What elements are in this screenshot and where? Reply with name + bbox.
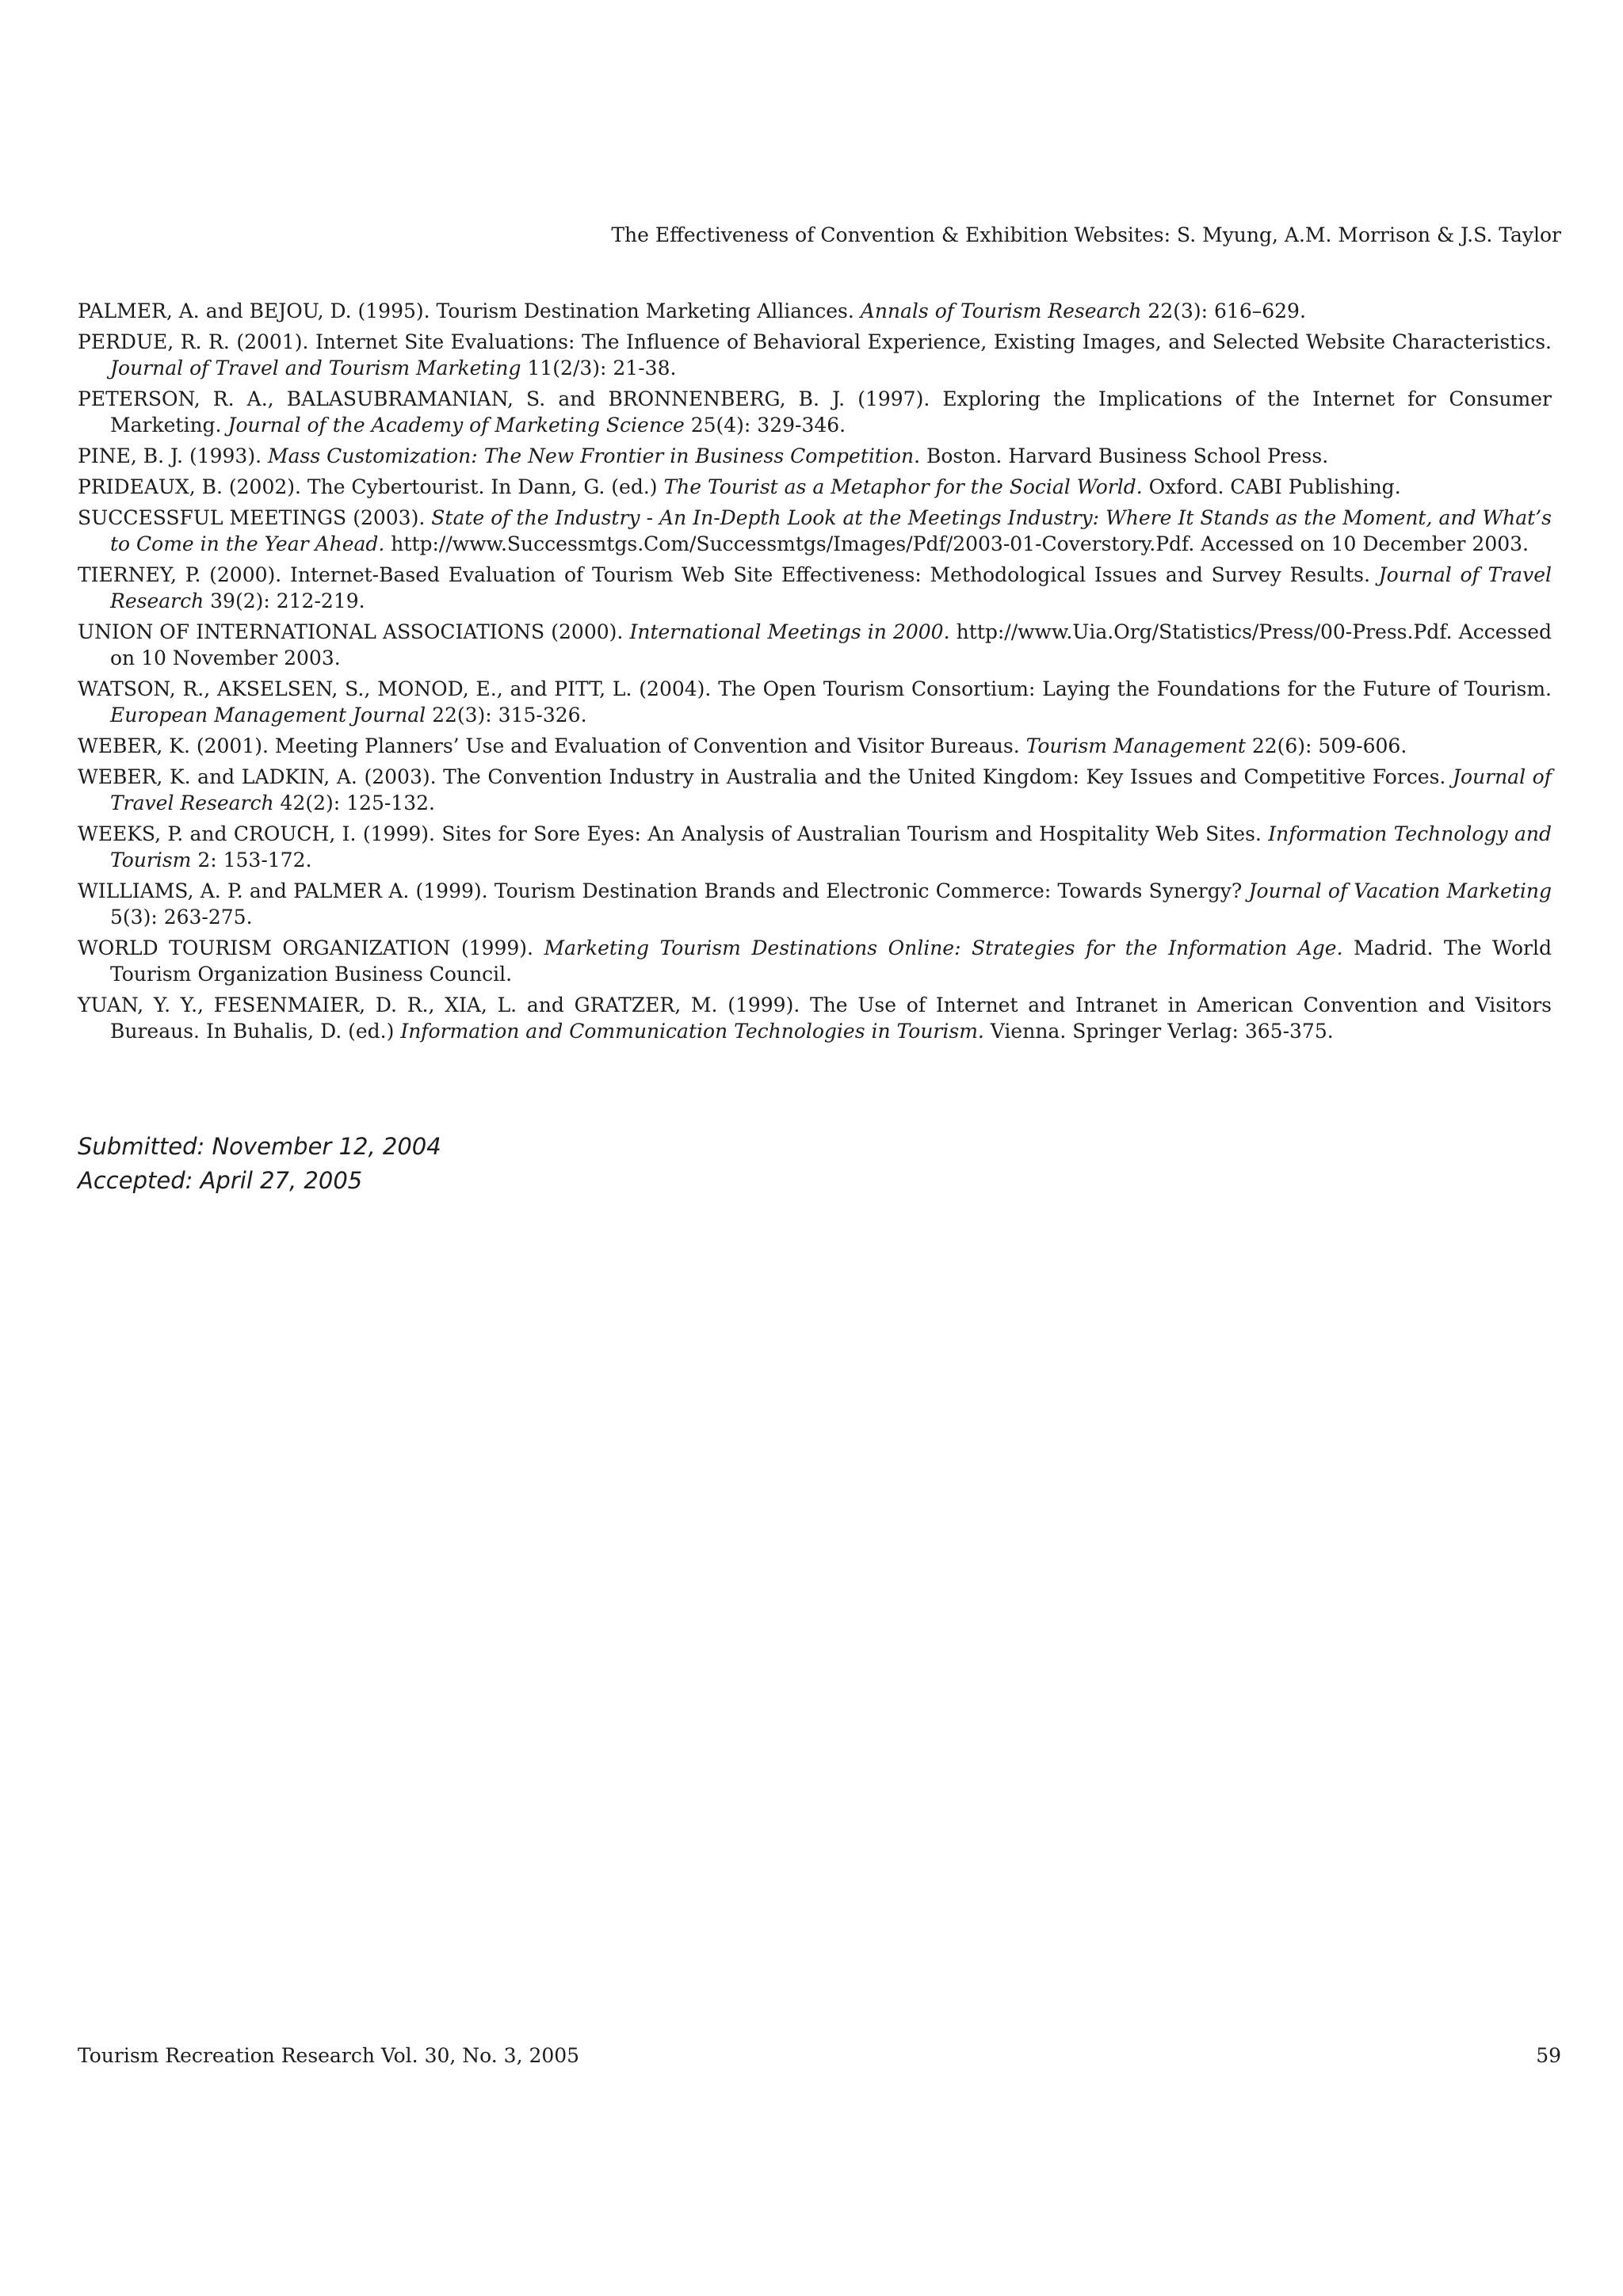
reference-details: 2: 153-172. xyxy=(191,849,312,871)
reference-entry xyxy=(78,821,1552,873)
reference-entry xyxy=(78,443,1552,469)
reference-source-title: Journal of Travel and Tourism Marketing xyxy=(110,357,521,379)
reference-source-title: State of the Industry - An In-Depth Look at the Meetings Industry: Where It Stands as the Moment, and What’s to Come in the Year Ahead. xyxy=(110,506,1552,555)
reference-details: Vienna. Springer Verlag: 365-375. xyxy=(983,1020,1334,1043)
running-header: The Effectiveness of Convention & Exhibition Websites: S. Myung, A.M. Morrison & J.S. Taylor xyxy=(611,223,1561,246)
reference-details: http://www.Successmtgs.Com/Successmtgs/Images/Pdf/2003-01-Coverstory.Pdf. Accessed on 10 December 2003. xyxy=(384,532,1529,555)
reference-entry xyxy=(78,878,1552,930)
reference-details: 11(2/3): 21-38. xyxy=(521,357,677,379)
reference-details: 25(4): 329-346. xyxy=(684,414,846,437)
reference-entry xyxy=(78,619,1552,671)
reference-details: 42(2): 125-132. xyxy=(273,791,435,814)
reference-text: PALMER, A. and BEJOU, D. (1995). Tourism Destination Marketing Alliances. xyxy=(78,299,861,322)
submission-dates xyxy=(78,1130,441,1198)
reference-text: WEBER, K. (2001). Meeting Planners’ Use and Evaluation of Convention and Visitor Bureaus. xyxy=(78,734,1026,757)
reference-details: 39(2): 212-219. xyxy=(204,589,365,612)
reference-entry xyxy=(78,676,1552,728)
reference-details: . Boston. Harvard Business School Press. xyxy=(914,444,1329,467)
reference-text: WILLIAMS, A. P. and PALMER A. (1999). Tourism Destination Brands and Electronic Commerce: Towards Synergy? xyxy=(78,879,1249,902)
footer-journal-citation: Tourism Recreation Research Vol. 30, No. 3, 2005 xyxy=(78,2044,580,2067)
reference-source-title: Mass Customization: The New Frontier in Business Competition xyxy=(267,444,915,467)
reference-text: UNION OF INTERNATIONAL ASSOCIATIONS (2000). xyxy=(78,620,630,643)
reference-source-title: Marketing Tourism Destinations Online: Strategies for the Information Age. xyxy=(544,936,1343,959)
reference-entry xyxy=(78,935,1552,987)
reference-text: TIERNEY, P. (2000). Internet-Based Evaluation of Tourism Web Site Effectiveness: Methodological Issues and Survey Results. xyxy=(78,563,1379,586)
reference-text: WEEKS, P. and CROUCH, I. (1999). Sites for Sore Eyes: An Analysis of Australian Tourism and Hospitality Web Sites. xyxy=(78,822,1269,845)
page-number: 59 xyxy=(1536,2044,1561,2067)
reference-source-title: Information Technology and Tourism xyxy=(110,822,1552,871)
reference-details: Oxford. CABI Publishing. xyxy=(1142,475,1401,498)
reference-entry xyxy=(78,386,1552,438)
accepted-date: Accepted: April 27, 2005 xyxy=(78,1167,363,1194)
submitted-date: Submitted: November 12, 2004 xyxy=(78,1133,441,1160)
reference-source-title: International Meetings in 2000. xyxy=(629,620,950,643)
reference-entry xyxy=(78,562,1552,614)
reference-list xyxy=(78,298,1552,1049)
reference-details: 22(3): 616–629. xyxy=(1141,299,1306,322)
reference-entry xyxy=(78,764,1552,816)
reference-text: PERDUE, R. R. (2001). Internet Site Evaluations: The Influence of Behavioral Experience, Existing Images, and Selected Website Characteristics. xyxy=(78,330,1552,353)
reference-entry xyxy=(78,733,1552,759)
reference-source-title: Tourism Management xyxy=(1025,734,1246,757)
reference-details: 5(3): 263-275. xyxy=(110,906,253,929)
reference-text: PRIDEAUX, B. (2002). The Cybertourist. In Dann, G. (ed.) xyxy=(78,475,664,498)
reference-details: http://www.Uia.Org/Statistics/Press/00-Press.Pdf. Accessed on 10 November 2003. xyxy=(110,620,1552,669)
reference-source-title: Journal of Travel Research xyxy=(110,563,1552,612)
reference-details: Madrid. The World Tourism Organization Business Council. xyxy=(110,936,1552,986)
reference-entry xyxy=(78,505,1552,557)
reference-text: WORLD TOURISM ORGANIZATION (1999). xyxy=(78,936,544,959)
reference-text: PINE, B. J. (1993). xyxy=(78,444,268,467)
reference-source-title: Information and Communication Technologies in Tourism. xyxy=(400,1020,984,1043)
reference-text: YUAN, Y. Y., FESENMAIER, D. R., XIA, L. and GRATZER, M. (1999). The Use of Internet and Intranet in American Convention and Visitors Bureaus. In Buhalis, D. (ed.) xyxy=(78,994,1552,1043)
reference-source-title: Annals of Tourism Research xyxy=(860,299,1142,322)
reference-text: PETERSON, R. A., BALASUBRAMANIAN, S. and BRONNENBERG, B. J. (1997). Exploring the Implications of the Internet for Consumer Marketing. xyxy=(78,387,1552,437)
reference-source-title: Journal of Vacation Marketing xyxy=(1248,879,1552,902)
reference-entry xyxy=(78,298,1552,324)
reference-details: 22(6): 509-606. xyxy=(1245,734,1407,757)
reference-entry xyxy=(78,992,1552,1044)
reference-source-title: Journal of the Academy of Marketing Science xyxy=(227,414,685,437)
reference-entry xyxy=(78,474,1552,500)
reference-text: WEBER, K. and LADKIN, A. (2003). The Convention Industry in Australia and the United Kingdom: Key Issues and Competitive Forces. xyxy=(78,765,1453,788)
reference-source-title: Journal of Travel Research xyxy=(110,765,1552,814)
reference-source-title: The Tourist as a Metaphor for the Social World. xyxy=(663,475,1143,498)
reference-entry xyxy=(78,329,1552,381)
reference-details: 22(3): 315-326. xyxy=(426,704,587,727)
reference-text: WATSON, R., AKSELSEN, S., MONOD, E., and PITT, L. (2004). The Open Tourism Consortium: Laying the Foundations for the Future of Tourism. xyxy=(78,677,1552,700)
reference-text: SUCCESSFUL MEETINGS (2003). xyxy=(78,506,432,529)
reference-source-title: European Management Journal xyxy=(110,704,426,727)
